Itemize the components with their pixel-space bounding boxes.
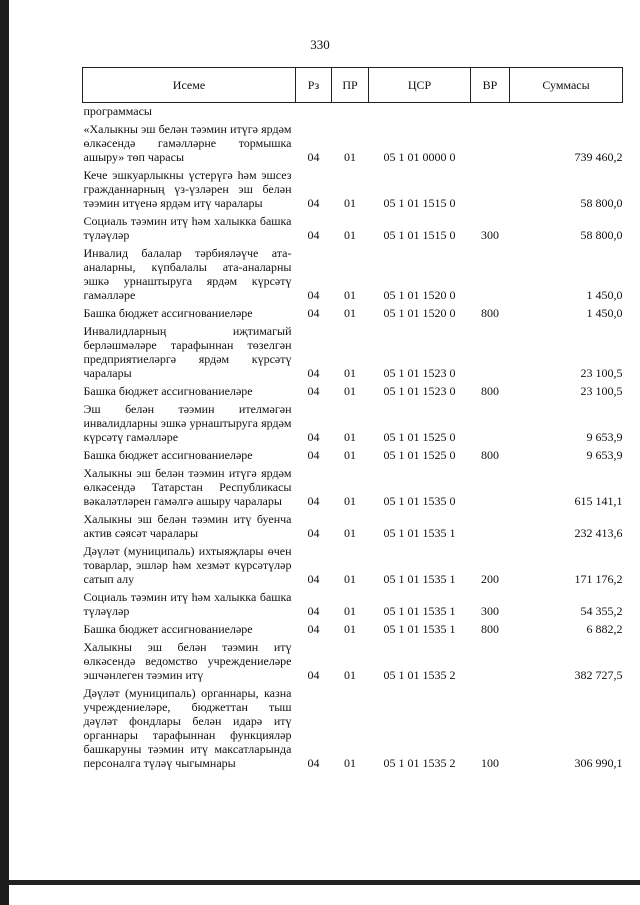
row-name: Инвалид балалар тәрбияләүче ата-аналарны, күпбалалы ата-аналарны эшкә урнаштыруга ярдәм күрсәтү гамәлләре xyxy=(83,246,292,302)
row-rz: 04 xyxy=(307,306,320,320)
table-row xyxy=(83,465,623,511)
header-name: Исеме xyxy=(83,68,296,103)
row-vr xyxy=(471,511,510,543)
row-name: Башка бюджет ассигнованиеләре xyxy=(83,622,253,636)
row-csr: 05 1 01 1515 0 xyxy=(383,228,456,242)
row-rz xyxy=(296,103,332,122)
row-vr: 800 xyxy=(481,384,499,398)
table-row xyxy=(83,639,623,685)
row-vr: 100 xyxy=(481,756,499,770)
row-name: Башка бюджет ассигнованиеләре xyxy=(83,448,253,462)
row-vr xyxy=(471,245,510,305)
row-name: Дәүләт (муниципаль) ихтыяҗлары өчен товарлар, эшләр һәм хезмәт күрсәтүләр сатып алу xyxy=(83,544,292,586)
row-csr: 05 1 01 0000 0 xyxy=(383,150,456,164)
row-sum: 615 141,1 xyxy=(574,494,623,508)
row-csr: 05 1 01 1523 0 xyxy=(383,384,456,398)
row-csr: 05 1 01 1520 0 xyxy=(383,288,456,302)
row-sum: 54 355,2 xyxy=(580,604,623,618)
row-name: Кече эшкуарлыкны үстерүгә һәм эшсез гражданнарның үз-үзләрен эш белән тәэмин итүенә ярдәм итү чаралары xyxy=(83,168,292,210)
row-name: Дәүләт (муниципаль) органнары, казна учреждениеләре, бюджеттан тыш дәүләт фондлары белән идарә итү органнары тарафыннан функцияләр башкаруны тәэмин итү максатларында персоналга түләү чыгымнары xyxy=(83,686,292,770)
table-row xyxy=(83,305,623,323)
row-rz: 04 xyxy=(307,150,320,164)
row-rz: 04 xyxy=(307,384,320,398)
table-row xyxy=(83,401,623,447)
row-sum: 6 882,2 xyxy=(586,622,623,636)
row-name: Башка бюджет ассигнованиеләре xyxy=(83,384,253,398)
row-name: Башка бюджет ассигнованиеләре xyxy=(83,306,253,320)
row-vr: 200 xyxy=(481,572,499,586)
row-sum: 232 413,6 xyxy=(574,526,623,540)
row-pr: 01 xyxy=(344,526,356,540)
row-name: Халыкны эш белән тәэмин итү буенча актив сәясәт чаралары xyxy=(83,512,292,540)
row-vr xyxy=(471,121,510,167)
table-row xyxy=(83,103,623,122)
row-name: программасы xyxy=(83,104,152,118)
page-number: 330 xyxy=(310,37,330,52)
row-pr xyxy=(332,103,369,122)
row-vr: 800 xyxy=(481,448,499,462)
row-pr: 01 xyxy=(344,572,356,586)
row-rz: 04 xyxy=(307,572,320,586)
row-vr: 300 xyxy=(481,228,499,242)
row-pr: 01 xyxy=(344,668,356,682)
row-name: Социаль тәэмин итү һәм халыкка башка түләүләр xyxy=(83,590,292,618)
row-name: Социаль тәэмин итү һәм халыкка башка түләүләр xyxy=(83,214,292,242)
table-row xyxy=(83,447,623,465)
row-rz: 04 xyxy=(307,448,320,462)
row-sum: 382 727,5 xyxy=(574,668,623,682)
table-row xyxy=(83,213,623,245)
header-sum: Суммасы xyxy=(510,68,623,103)
row-name: Халыкны эш белән тәэмин итүгә ярдәм өлкәсендә Татарстан Республикасы вәкаләтләрен гамәлгә ашыру чаралары xyxy=(83,466,292,508)
table-row xyxy=(83,121,623,167)
row-rz: 04 xyxy=(307,622,320,636)
row-pr: 01 xyxy=(344,196,356,210)
row-pr: 01 xyxy=(344,306,356,320)
row-csr: 05 1 01 1525 0 xyxy=(383,430,456,444)
row-csr: 05 1 01 1520 0 xyxy=(383,306,456,320)
row-csr: 05 1 01 1535 0 xyxy=(383,494,456,508)
row-csr xyxy=(369,103,471,122)
table-header xyxy=(83,68,623,103)
row-sum: 58 800,0 xyxy=(580,196,623,210)
row-vr xyxy=(471,167,510,213)
row-name: Инвалидларның иҗтимагый берләшмәләре тарафыннан төзелгән предприятиеләргә ярдәм күрсәтү чаралары xyxy=(83,324,292,380)
row-vr: 800 xyxy=(481,622,499,636)
table-row xyxy=(83,589,623,621)
row-vr: 800 xyxy=(481,306,499,320)
row-rz: 04 xyxy=(307,228,320,242)
table-row xyxy=(83,543,623,589)
row-csr: 05 1 01 1515 0 xyxy=(383,196,456,210)
row-pr: 01 xyxy=(344,228,356,242)
scan-bottom-edge xyxy=(9,880,640,885)
row-vr xyxy=(471,465,510,511)
table-row xyxy=(83,511,623,543)
row-sum: 9 653,9 xyxy=(586,430,623,444)
row-csr: 05 1 01 1535 1 xyxy=(383,572,456,586)
table-body xyxy=(83,103,623,774)
row-pr: 01 xyxy=(344,384,356,398)
row-rz: 04 xyxy=(307,756,320,770)
row-sum xyxy=(510,103,623,122)
row-vr xyxy=(471,401,510,447)
table-row xyxy=(83,245,623,305)
row-rz: 04 xyxy=(307,668,320,682)
row-csr: 05 1 01 1525 0 xyxy=(383,448,456,462)
row-rz: 04 xyxy=(307,196,320,210)
row-vr xyxy=(471,103,510,122)
row-rz: 04 xyxy=(307,604,320,618)
table-row xyxy=(83,383,623,401)
row-name: Халыкны эш белән тәэмин итү өлкәсендә ведомство учреждениеләре эшчәнлеген тәэмин итү xyxy=(83,640,292,682)
row-csr: 05 1 01 1535 1 xyxy=(383,622,456,636)
row-pr: 01 xyxy=(344,430,356,444)
row-pr: 01 xyxy=(344,448,356,462)
row-sum: 9 653,9 xyxy=(586,448,623,462)
row-sum: 1 450,0 xyxy=(586,288,623,302)
row-pr: 01 xyxy=(344,366,356,380)
row-name: Эш белән тәэмин ителмәгән инвалидларны эшкә урнаштыруга ярдәм күрсәтү гамәлләре xyxy=(83,402,292,444)
row-csr: 05 1 01 1535 1 xyxy=(383,526,456,540)
row-pr: 01 xyxy=(344,150,356,164)
row-rz: 04 xyxy=(307,430,320,444)
row-sum: 306 990,1 xyxy=(574,756,623,770)
row-sum: 1 450,0 xyxy=(586,306,623,320)
row-csr: 05 1 01 1535 1 xyxy=(383,604,456,618)
row-rz: 04 xyxy=(307,288,320,302)
header-csr: ЦСР xyxy=(369,68,471,103)
row-sum: 739 460,2 xyxy=(574,150,623,164)
row-sum: 171 176,2 xyxy=(574,572,623,586)
row-csr: 05 1 01 1535 2 xyxy=(383,756,456,770)
row-csr: 05 1 01 1535 2 xyxy=(383,668,456,682)
row-rz: 04 xyxy=(307,494,320,508)
row-vr xyxy=(471,323,510,383)
header-rz: Рз xyxy=(296,68,332,103)
header-vr: ВР xyxy=(471,68,510,103)
row-vr xyxy=(471,639,510,685)
row-pr: 01 xyxy=(344,622,356,636)
row-csr: 05 1 01 1523 0 xyxy=(383,366,456,380)
row-pr: 01 xyxy=(344,604,356,618)
row-rz: 04 xyxy=(307,366,320,380)
row-pr: 01 xyxy=(344,756,356,770)
row-pr: 01 xyxy=(344,288,356,302)
table-row xyxy=(83,323,623,383)
header-pr: ПР xyxy=(332,68,369,103)
table-row xyxy=(83,167,623,213)
row-pr: 01 xyxy=(344,494,356,508)
row-sum: 23 100,5 xyxy=(580,366,623,380)
row-sum: 23 100,5 xyxy=(580,384,623,398)
row-vr: 300 xyxy=(481,604,499,618)
budget-table xyxy=(82,67,623,773)
row-name: «Халыкны эш белән тәэмин итүгә ярдәм өлкәсендә гамәлләрне тормышка ашыру» төп чарасы xyxy=(83,122,292,164)
table-row xyxy=(83,685,623,773)
table-row xyxy=(83,621,623,639)
row-sum: 58 800,0 xyxy=(580,228,623,242)
row-rz: 04 xyxy=(307,526,320,540)
scan-left-edge xyxy=(0,0,9,905)
